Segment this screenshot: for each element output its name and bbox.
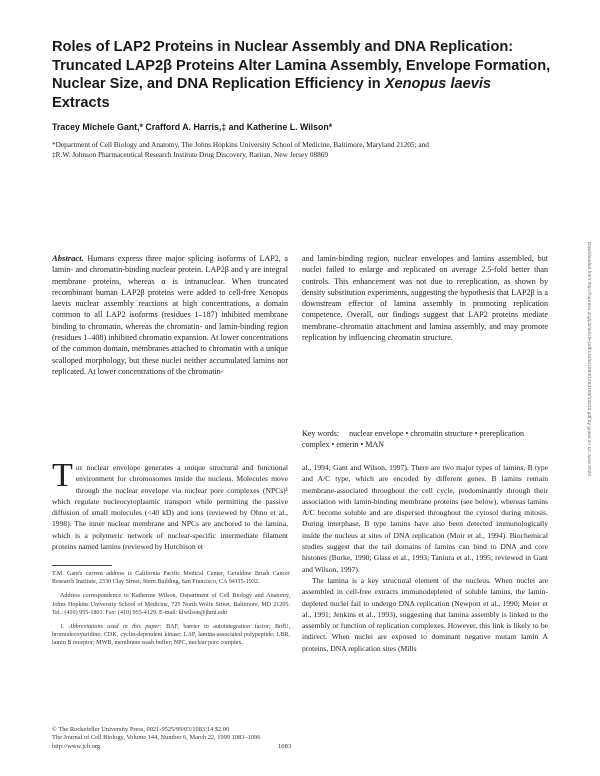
body-paragraph-2: The lamina is a key structural element of the nucleus. When nuclei are assembled in cell-free extracts immunodepleted of soluble lamins, the lamin-depleted nuclei fail to undergo DNA replication (Newport et al., 1990; Meier et al., 1991; Jenkins et al., 1993), suggesting that lamina assembly is linked to the assembly or function of replication complexes. However, this link is likely to be indirect. When nuclei are exposed to dominant negative mutant lamin A proteins, DNA replication sites (Mills (302, 575, 548, 653)
footer-copyright: © The Rockefeller University Press, 0021-9525/99/03/1083/14 $2.00 (52, 726, 230, 733)
page-number: 1083 (278, 743, 292, 750)
keywords (302, 428, 548, 450)
abstract-label: Abstract. (52, 253, 84, 263)
abbrev-text: BAF, barrier to autointegration factor; BrdU, bromodeoxyuridine; CDK, cyclin-dependent kinase; LAP, lamina-associated polypeptide; LBR, lamin B receptor; MWB, membrane wash buffer; NPC, nuclear pore complex. (52, 624, 291, 647)
abstract-left (52, 253, 288, 377)
body-right-column (302, 462, 548, 654)
abbrev-label: 1. Abbreviations used in this paper: (60, 624, 162, 631)
footnote-abbreviations (52, 623, 290, 648)
title-end: Extracts (52, 94, 110, 111)
drop-cap: T (52, 457, 73, 494)
download-watermark: Downloaded from http://rupress.org/jcb/article-pdf/144/6/1083/1283180/13220.pdf by guest on 12 June 2020 (586, 242, 591, 477)
keywords-text: nuclear envelope • chromatin structure • prereplication complex • emerin • MAN (302, 429, 524, 449)
abstract-right (302, 253, 548, 343)
intro-smallcaps: he (75, 463, 83, 472)
affiliations (52, 140, 562, 160)
footer-url[interactable]: http://www.jcb.org (52, 742, 101, 750)
paper-title (52, 38, 552, 112)
title-main: Roles of LAP2 Proteins in Nuclear Assembly and DNA Replication: Truncated LAP2β Proteins Alter Lamina Assembly, Envelope Formation, Nuclear Size, and DNA Replication Efficiency in (52, 39, 551, 92)
affiliation-1: *Department of Cell Biology and Anatomy, The Johns Hopkins University School of Medicine, Baltimore, Maryland 21205; and (52, 140, 429, 149)
footnote-rule (52, 565, 112, 566)
author-list: Tracey Michele Gant,* Crafford A. Harris,‡ and Katherine L. Wilson* (52, 122, 333, 132)
keywords-label: Key words: (302, 429, 340, 438)
affiliation-2: ‡R.W. Johnson Pharmaceutical Research Institute Drug Discovery, Raritan, New Jersey 08869 (52, 150, 329, 159)
footer-journal: The Journal of Cell Biology, Volume 144, Number 6, March 22, 1999 1083–1096 (52, 734, 261, 742)
body-paragraph-1: al., 1994; Gant and Wilson, 1997). There are two major types of lamins, B type and A/C type, which are encoded by different genes. B lamins remain membrane-associated throughout the cell cycle, predominantly through their association with lamin-binding membrane proteins (see below), whereas lamins A/C become soluble and are dispersed throughout the cytosol during mitosis. During interphase, B type lamins have also been detected immunologically inside the nucleus at sites of DNA replication (Moir et al., 1994). Biochemical studies suggest that the tail domains of lamins can bind to DNA and core histones (Burke, 1990; Glass et al., 1993; Taniura et al., 1995; reviewed in Gant and Wilson, 1997). (302, 463, 548, 574)
intro-paragraph (52, 457, 288, 552)
body-left-column (52, 457, 288, 552)
intro-text: nuclear envelope generates a unique structural and functional environment for chromosomes inside the nucleus. Molecules move through the nuclear envelope via nuclear pore complexes (NPCs)¹ which regulate nucleocytoplasmic transport while permitting the passive diffusion of small molecules (<40 kD) and ions (reviewed by Ohno et al., 1998). The inner nuclear membrane and NPCs are anchored to the lamina, which is a polymeric network of nuclear-specific intermediate filament proteins named lamins (reviewed by Hutchison et (52, 463, 288, 552)
page-footer (52, 726, 312, 751)
abstract-text-right: and lamin-binding region, nuclear envelopes and lamins assembled, but nuclei failed to enlarge and replicated on average 2.5-fold better than controls. This enhancement was not due to rereplication, as shown by density substitution experiments, suggesting the hypothesis that LAP2β is a downstream effector of lamina assembly in promoting replication competence. Overall, our findings suggest that LAP2 proteins mediate membrane–chromatin attachment and lamina assembly, and may promote replication by influencing chromatin structure. (302, 254, 548, 343)
title-species: Xenopus laevis (384, 76, 492, 92)
abstract-text-left: Humans express three major splicing isoforms of LAP2, a lamin- and chromatin-binding nuclear protein. LAP2β and γ are integral membrane proteins, whereas α is intranuclear. When truncated recombinant human LAP2β proteins were added to cell-free Xenopus laevis nuclear assembly reactions at high concentrations, a domain common to all LAP2 isoforms (residues 1–187) inhibited membrane binding to chromatin, whereas the chromatin- and lamin-binding region (residues 1–408) inhibited chromatin expansion. At lower concentrations of the common domain, membranes attached to chromatin with a unique scalloped morphology, but these nuclei neither accumulated lamins nor replicated. At lower concentrations of the chromatin- (52, 254, 289, 376)
footnote-current-address: T.M. Gant's current address is California Pacific Medical Center, Geraldine Brush Cancer Research Institute, 2330 Clay Street, Stern Building, San Francisco, CA 94115-1932. (52, 571, 290, 586)
footnotes (52, 570, 290, 654)
footnote-correspondence: Address correspondence to Katherine Wilson, Department of Cell Biology and Anatomy, Johns Hopkins University School of Medicine, 725 North Wolfe Street, Baltimore, MD 21205. Tel.: (410) 955-1801. Fax: (410) 955-4129. E-mail: klwilson@jhmi.edu (52, 593, 290, 616)
